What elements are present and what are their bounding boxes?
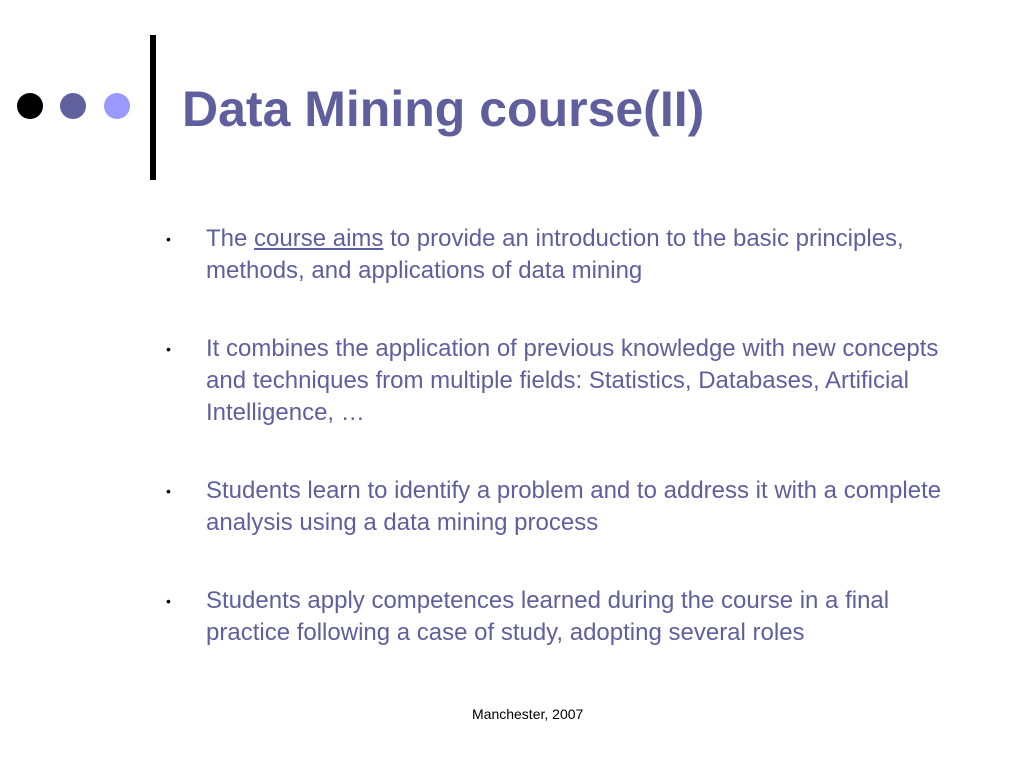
purple-circle-icon (60, 93, 86, 119)
bullet-item-combines (166, 333, 956, 429)
bullet-text: Students learn to identify a problem and to address it with a complete analysis using a data mining process (206, 477, 942, 536)
bullet-icon: • (166, 231, 171, 247)
course-aims-link[interactable]: course aims (254, 225, 384, 252)
bullet-text: It combines the application of previous knowledge with new concepts and techniques from multiple fields: Statistics, Databases, Artificial Intelligence, … (206, 335, 939, 426)
title-divider (150, 35, 156, 180)
bullet-icon: • (166, 593, 171, 609)
light-blue-circle-icon (104, 93, 130, 119)
bullet-text: Students apply competences learned during the course in a final practice following a case of study, adopting several roles (206, 587, 890, 646)
bullet-item-final-practice (166, 585, 956, 649)
bullet-list (166, 223, 956, 695)
bullet-item-identify-problem (166, 475, 956, 539)
bullet-icon: • (166, 483, 171, 499)
bullet-item-course-aims (166, 223, 956, 287)
slide-title: Data Mining course(II) (182, 81, 705, 137)
black-circle-icon (17, 93, 43, 119)
bullet-icon: • (166, 341, 171, 357)
bullet-text-rest: to provide an introduction to the basic principles, methods, and applications of data mining (206, 225, 904, 284)
bullet-text-prefix: The (206, 225, 255, 252)
slide-footer: Manchester, 2007 (472, 706, 584, 722)
